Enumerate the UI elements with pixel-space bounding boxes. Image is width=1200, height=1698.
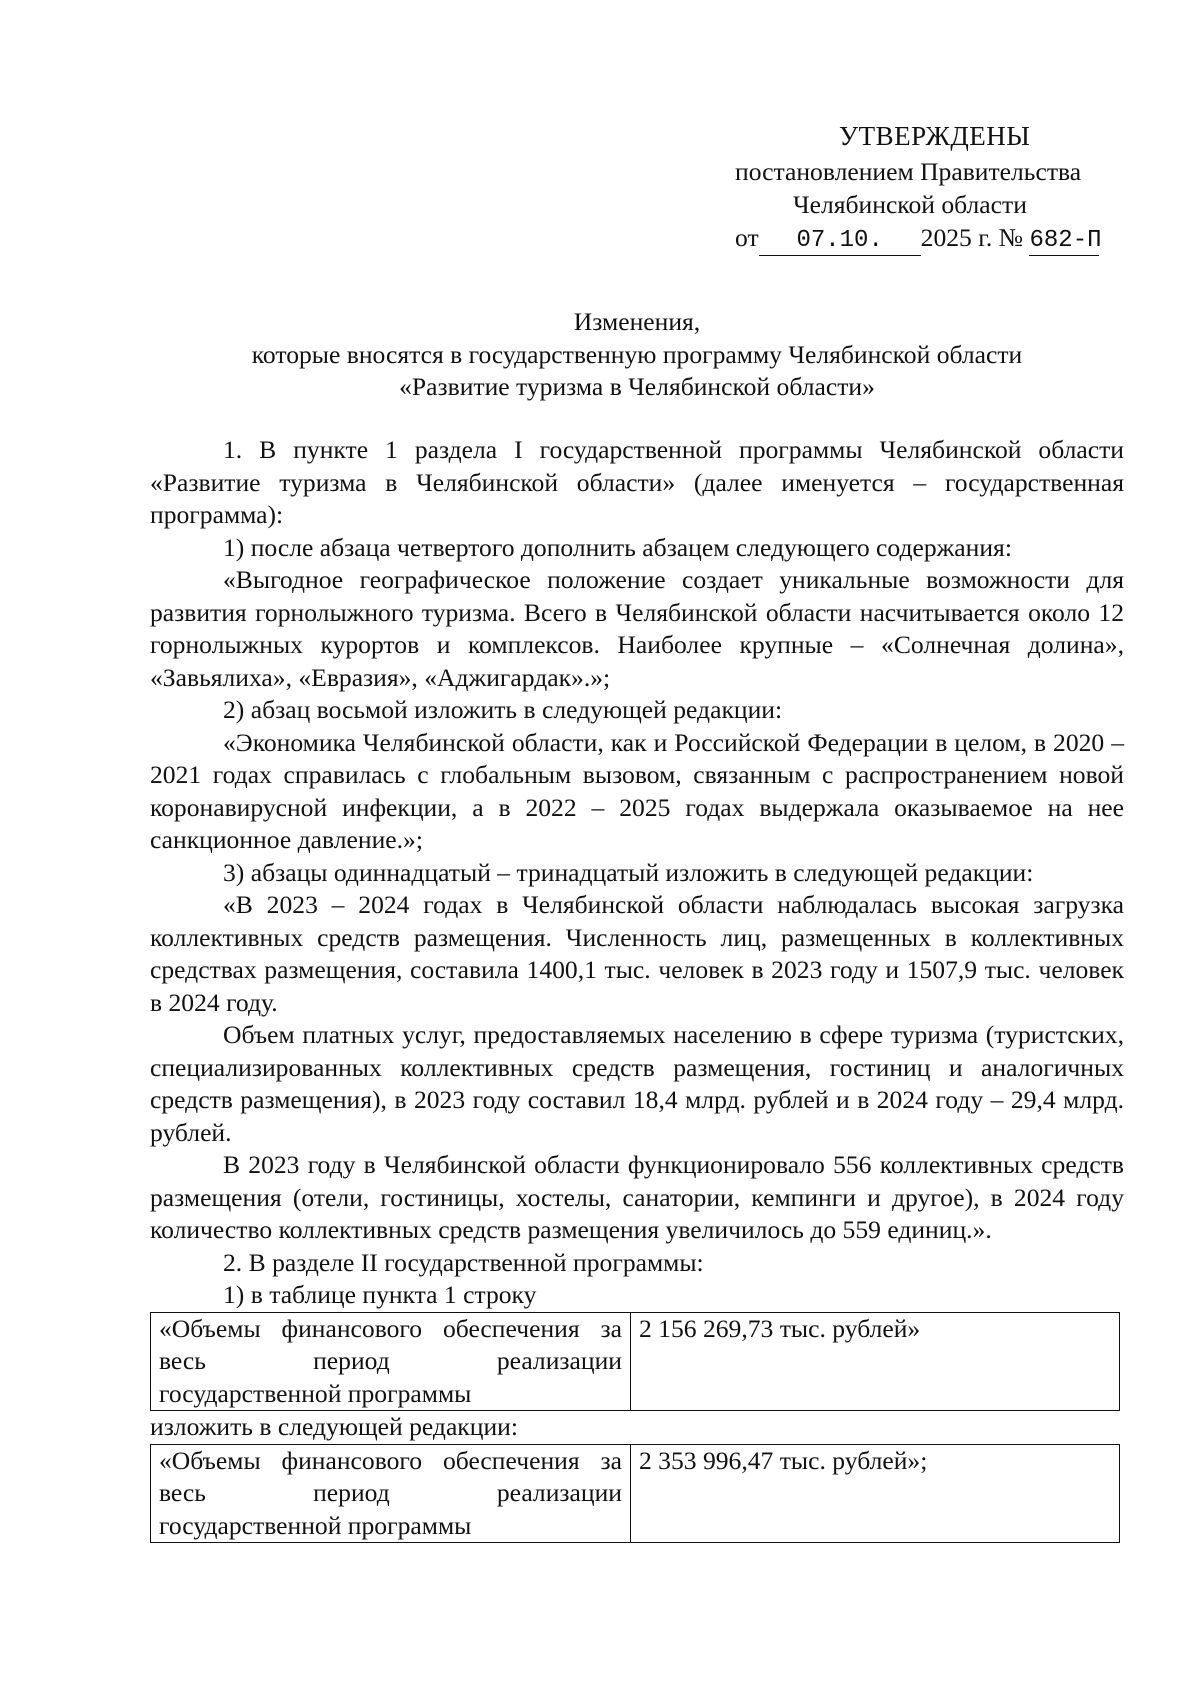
heading-line-2: которые вносятся в государственную программу Челябинской области	[251, 339, 1023, 369]
approval-date-number	[735, 222, 1135, 256]
heading-line-3: «Развитие туризма в Челябинской области»	[399, 372, 875, 401]
heading-line-1: Изменения,	[573, 307, 701, 336]
table-cell-value: 2 353 996,47 тыс. рублей»;	[630, 1444, 1119, 1543]
paragraph: 1. В пункте 1 раздела I государственной программы Челябинской области «Развитие туризма в Челябинской области» (далее именуется – государственная программа):	[150, 435, 1124, 529]
paragraph: 3) абзацы одиннадцатый – тринадцатый изложить в следующей редакции:	[223, 857, 1034, 887]
document-body	[150, 434, 1124, 1543]
paragraph: «Выгодное географическое положение создает уникальные возможности для развития горнолыжного туризма. Всего в Челябинской области насчитывается около 12 горнолыжных курортов и комплексов. Наиболее крупные – «Солнечная долина», «Завьялиха», «Евразия», «Аджигардак».»;	[150, 565, 1124, 692]
paragraph: изложить в следующей редакции:	[150, 1412, 518, 1441]
paragraph: 2. В разделе II государственной программы:	[223, 1247, 704, 1277]
approval-number: 682-П	[1029, 227, 1102, 254]
approval-title: УТВЕРЖДЕНЫ	[839, 121, 1031, 151]
table-row	[151, 1312, 1120, 1411]
table-label-text: «Объемы финансового обеспечения за весь период реализации	[159, 1313, 622, 1375]
approval-stamp	[735, 120, 1135, 256]
approval-line-region: Челябинской области	[793, 190, 1027, 219]
paragraph: 1) в таблице пункта 1 строку	[223, 1280, 537, 1309]
table-cell-label	[151, 1444, 631, 1543]
document-heading	[150, 306, 1124, 404]
approval-line-resolution: постановлением Правительства	[735, 157, 1082, 186]
paragraph: «Экономика Челябинской области, как и Российской Федерации в целом, в 2020 – 2021 годах справилась с глобальным вызовом, связанным с распространением новой коронавирусной инфекции, а в 2022 – 2025 годах выдержала оказываемое на нее санкционное давление.»;	[150, 727, 1124, 854]
table-old-row	[150, 1312, 1120, 1412]
table-cell-label	[151, 1312, 631, 1411]
approval-date: 07.10.	[759, 227, 921, 256]
table-new-row	[150, 1444, 1120, 1544]
paragraph: 1) после абзаца четвертого дополнить абзацем следующего содержания:	[223, 532, 1012, 562]
table-label-end: государственной программы	[159, 1378, 472, 1408]
table-cell-value: 2 156 269,73 тыс. рублей»	[630, 1312, 1119, 1411]
table-label-text: «Объемы финансового обеспечения за весь период реализации	[159, 1445, 622, 1507]
paragraph: В 2023 году в Челябинской области функционировало 556 коллективных средств размещения (отели, гостиницы, хостелы, санатории, кемпинги и другое), в 2024 году количество коллективных средств размещения увеличилось до 559 единиц.».	[150, 1150, 1124, 1244]
table-label-end: государственной программы	[159, 1510, 472, 1540]
paragraph: «В 2023 – 2024 годах в Челябинской области наблюдалась высокая загрузка коллективных средств размещения. Численность лиц, размещенных в коллективных средствах размещения, составила 1400,1 тыс. человек в 2023 году и 1507,9 тыс. человек в 2024 году.	[150, 890, 1124, 1017]
approval-year: 2025 г. №	[920, 223, 1024, 252]
table-row	[151, 1444, 1120, 1543]
paragraph: 2) абзац восьмой изложить в следующей редакции:	[223, 695, 783, 724]
approval-date-prefix: от	[735, 223, 759, 252]
paragraph: Объем платных услуг, предоставляемых населению в сфере туризма (туристских, специализированных коллективных средств размещения, гостиниц и аналогичных средств размещения), в 2023 году составил 18,4 млрд. рублей и в 2024 году – 29,4 млрд. рублей.	[150, 1020, 1124, 1147]
